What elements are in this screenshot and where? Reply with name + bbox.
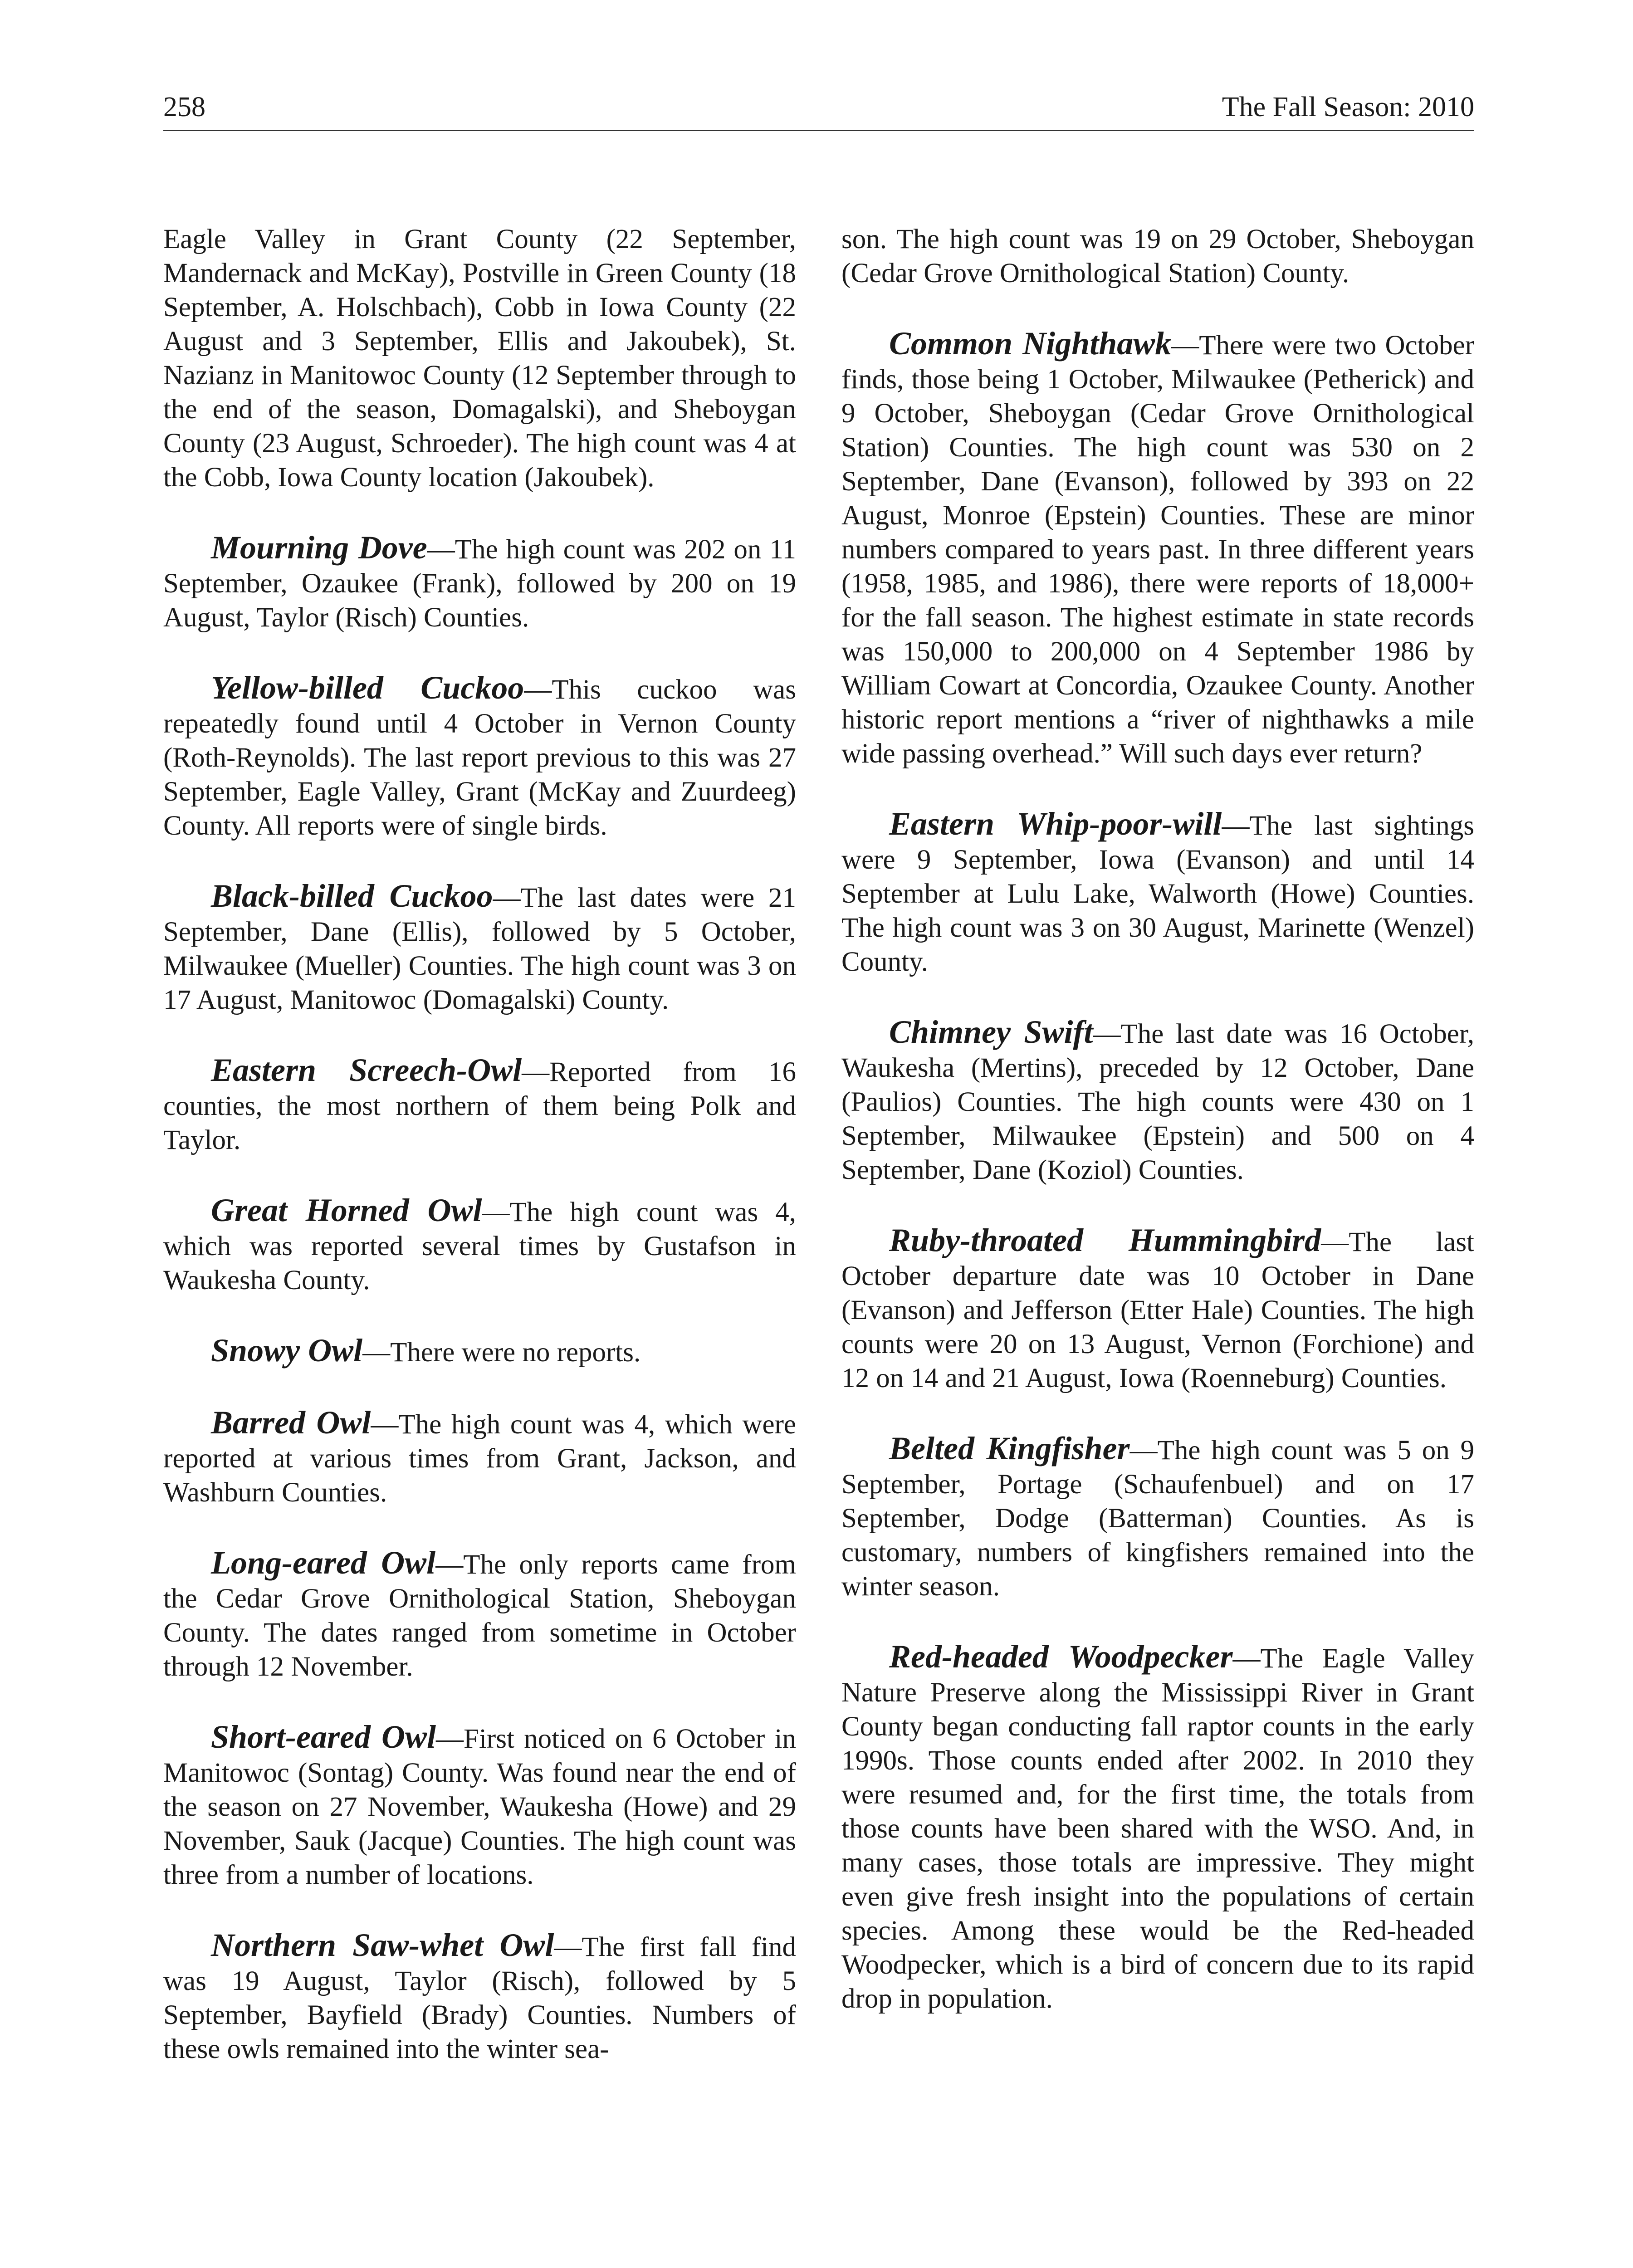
entry-dash: — <box>371 1409 399 1440</box>
entry-dash: — <box>362 1337 391 1368</box>
entry-dash: — <box>436 1724 464 1754</box>
species-entry-mourning-dove <box>163 531 796 635</box>
entry-dash: — <box>1129 1435 1158 1466</box>
species-entry-long-eared-owl <box>163 1546 796 1684</box>
species-name: Eastern Whip-poor-will <box>889 806 1222 842</box>
species-name: Northern Saw-whet Owl <box>211 1927 554 1963</box>
entry-text: There were no reports. <box>390 1337 641 1368</box>
species-name: Yellow-billed Cuckoo <box>211 670 524 706</box>
entry-dash: — <box>427 534 455 565</box>
species-entry-great-horned-owl <box>163 1193 796 1297</box>
species-entry-chimney-swift <box>841 1015 1474 1187</box>
page-number: 258 <box>163 92 205 122</box>
left-column-intro: Eagle Valley in Grant County (22 September, Mandernack and McKay), Postville in Green County (18 September, A. Holschbach), Cobb in Iowa County (22 August and 3 September, Ellis and Jakoubek), St. Nazianz in Manitowoc County (12 September through to the end of the season, Domagalski), and Sheboygan County (23 August, Schroeder). The high count was 4 at the Cobb, Iowa County location (Jakoubek). <box>163 224 796 493</box>
species-entry-belted-kingfisher <box>841 1432 1474 1603</box>
species-entry-northern-saw-whet-owl <box>163 1928 796 2066</box>
species-name: Red-headed Woodpecker <box>889 1638 1233 1675</box>
right-column <box>841 222 1474 2052</box>
species-name: Black-billed Cuckoo <box>211 878 493 914</box>
running-head <box>163 89 1474 131</box>
entry-dash: — <box>493 883 521 913</box>
entry-text: The last October departure date was 10 October in Dane (Evanson) and Jefferson (Etter Hale) Counties. The high counts were 20 on 13 August, Vernon (Forchione) and 12 on 14 and 21 August, Iowa (Roenneburg) Counties. <box>841 1227 1475 1393</box>
species-entry-ruby-throated-hummingbird <box>841 1223 1474 1395</box>
entry-text: There were two October finds, those being 1 October, Milwaukee (Petherick) and 9 October, Sheboygan (Cedar Grove Ornithological Station) Counties. The high count was 530 on 2 September, Dane (Evanson), followed by 393 on 22 August, Monroe (Epstein) Counties. These are minor numbers compared to years past. In three different years (1958, 1985, and 1986), there were reports of 18,000+ for the fall season. The highest estimate in state records was 150,000 to 200,000 on 4 September 1986 by William Cowart at Concordia, Ozaukee County. Another historic report mentions a “river of nighthawks a mile wide passing overhead.” Will such days ever return? <box>841 330 1475 769</box>
entry-dash: — <box>435 1549 464 1580</box>
entry-dash: — <box>1222 811 1250 841</box>
entry-text: The last dates were 21 September, Dane (Ellis), followed by 5 October, Milwaukee (Mueller) Counties. The high count was 3 on 17 August, Manitowoc (Domagalski) County. <box>163 883 796 1015</box>
entry-text: The last date was 16 October, Waukesha (Mertins), preceded by 12 October, Dane (Paulios) Counties. The high counts were 430 on 1 September, Milwaukee (Epstein) and 500 on 4 September, Dane (Koziol) Counties. <box>841 1019 1474 1185</box>
entry-dash: — <box>554 1932 582 1962</box>
species-entry-short-eared-owl <box>163 1720 796 1892</box>
entry-text: The Eagle Valley Nature Preserve along the Mississippi River in Grant County began conducting fall raptor counts in the early 1990s. Those counts ended after 2002. In 2010 they were resumed and, for the first time, the totals from those counts have been shared with the WSO. And, in many cases, those totals are impressive. They might even give fresh insight into the populations of certain species. Among these would be the Red-headed Woodpecker, which is a bird of concern due to its rapid drop in population. <box>841 1643 1474 2014</box>
right-column-intro: son. The high count was 19 on 29 October, Sheboygan (Cedar Grove Ornithological Station) County. <box>841 224 1474 288</box>
species-name: Common Nighthawk <box>889 325 1172 362</box>
species-name: Eastern Screech-Owl <box>211 1052 522 1088</box>
entry-text: The first fall find was 19 August, Taylor (Risch), followed by 5 September, Bayfield (Brady) Counties. Numbers of these owls remained into the winter sea- <box>163 1932 796 2064</box>
species-name: Mourning Dove <box>211 529 427 566</box>
entry-dash: — <box>1093 1019 1121 1049</box>
entry-dash: — <box>522 1057 550 1087</box>
species-name: Ruby-throated Hummingbird <box>889 1222 1321 1258</box>
species-entry-common-nighthawk <box>841 327 1474 771</box>
species-name: Great Horned Owl <box>211 1192 482 1228</box>
species-entry-snowy-owl <box>163 1334 796 1369</box>
entry-text: The high count was 4, which was reported several times by Gustafson in Waukesha County. <box>163 1197 796 1295</box>
species-name: Barred Owl <box>211 1404 371 1441</box>
species-entry-eastern-screech-owl <box>163 1053 796 1157</box>
entry-text: The high count was 4, which were reported at various times from Grant, Jackson, and Washburn Counties. <box>163 1409 797 1508</box>
left-column <box>163 222 796 2102</box>
entry-dash: — <box>1171 330 1199 361</box>
entry-text: Reported from 16 counties, the most northern of them being Polk and Taylor. <box>163 1057 796 1155</box>
species-name: Long-eared Owl <box>211 1545 436 1581</box>
species-entry-barred-owl <box>163 1406 796 1510</box>
entry-text: First noticed on 6 October in Manitowoc (Sontag) County. Was found near the end of the season on 27 November, Waukesha (Howe) and 29 November, Sauk (Jacque) Counties. The high count was three from a number of locations. <box>163 1724 796 1890</box>
species-entry-red-headed-woodpecker <box>841 1640 1474 2016</box>
entry-dash: — <box>482 1197 510 1227</box>
species-name: Chimney Swift <box>889 1014 1093 1050</box>
entry-text: The only reports came from the Cedar Grove Ornithological Station, Sheboygan County. The dates ranged from sometime in October through 12 November. <box>163 1549 796 1682</box>
species-name: Belted Kingfisher <box>889 1430 1130 1466</box>
entry-text: The high count was 5 on 9 September, Portage (Schaufenbuel) and on 17 September, Dodge (Batterman) Counties. As is customary, numbers of kingfishers remained into the winter season. <box>841 1435 1474 1602</box>
entry-dash: — <box>1321 1227 1349 1257</box>
species-name: Snowy Owl <box>211 1332 363 1369</box>
entry-text: This cuckoo was repeatedly found until 4 October in Vernon County (Roth-Reynolds). The last report previous to this was 27 September, Eagle Valley, Grant (McKay and Zuurdeeg) County. All reports were of single birds. <box>163 675 796 841</box>
species-entry-yellow-billed-cuckoo <box>163 671 796 843</box>
running-title: The Fall Season: 2010 <box>1222 92 1474 122</box>
entry-dash: — <box>524 675 552 705</box>
species-entry-black-billed-cuckoo <box>163 879 796 1017</box>
species-entry-eastern-whip-poor-will <box>841 807 1474 979</box>
species-name: Short-eared Owl <box>211 1719 436 1755</box>
entry-dash: — <box>1232 1643 1261 1674</box>
entry-text: The high count was 202 on 11 September, Ozaukee (Frank), followed by 200 on 19 August, Taylor (Risch) Counties. <box>163 534 796 633</box>
entry-text: The last sightings were 9 September, Iowa (Evanson) and until 14 September at Lulu Lake, Walworth (Howe) Counties. The high count was 3 on 30 August, Marinette (Wenzel) County. <box>841 811 1474 977</box>
